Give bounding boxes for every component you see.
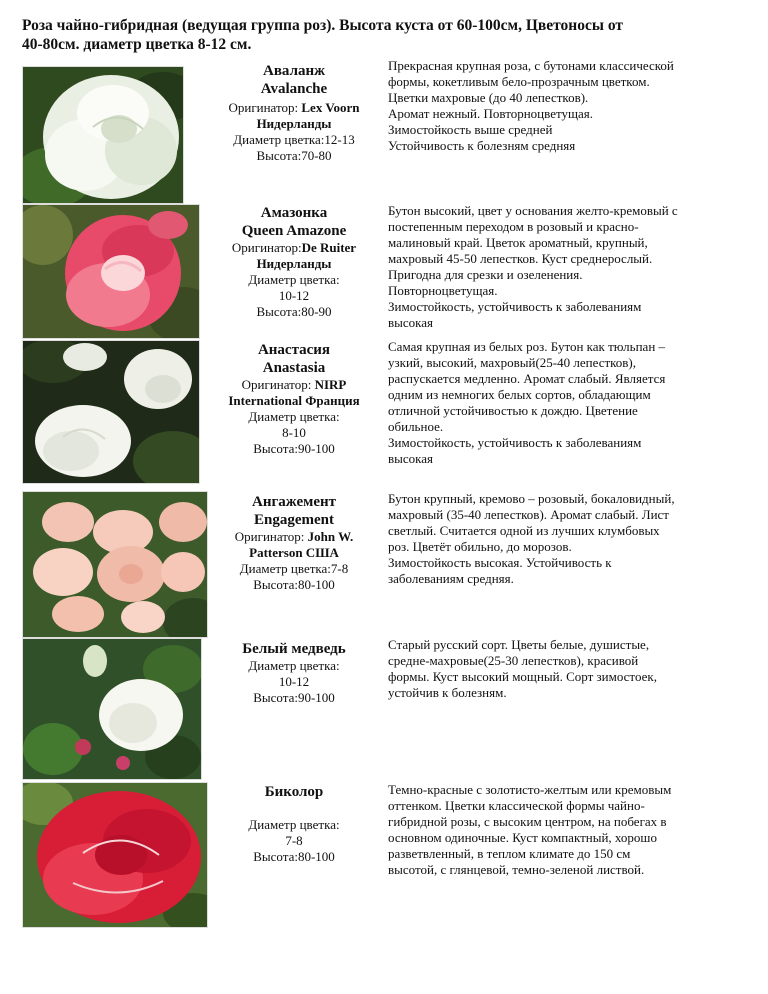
rose-originator: Оригинатор: Lex Voorn xyxy=(228,100,360,115)
rose-name-ru: Ангажемент xyxy=(251,494,336,510)
rose-name-ru: Анастасия xyxy=(257,342,331,358)
rose-photo-bicolor xyxy=(22,782,208,928)
rose-height: Высота:90-100 xyxy=(253,690,335,705)
rose-originator: Оригинатор:De Ruiter xyxy=(231,240,357,255)
rose-originator: Оригинатор: NIRP xyxy=(241,377,347,392)
rose-height: Высота:80-90 xyxy=(256,304,332,319)
rose-diameter: Диаметр цветка:7-8 xyxy=(239,561,349,576)
page-title xyxy=(22,16,752,54)
rose-name-ru: Аваланж xyxy=(263,63,325,79)
rose-photo-avalanche xyxy=(22,66,184,204)
rose-diameter-value: 8-10 xyxy=(282,425,306,440)
rose-country: International Франция xyxy=(228,393,360,408)
rose-country: Нидерланды xyxy=(256,116,332,131)
rose-diameter-label: Диаметр цветка: xyxy=(248,817,340,832)
rose-diameter-label: Диаметр цветка: xyxy=(248,409,340,424)
rose-diameter-label: Диаметр цветка: xyxy=(248,658,340,673)
rose-height: Высота:80-100 xyxy=(253,849,335,864)
rose-name-en: Avalanche xyxy=(260,81,328,97)
rose-meta-bicolor xyxy=(210,783,378,865)
rose-diameter-label: Диаметр цветка: xyxy=(248,272,340,287)
rose-description-bicolor: Темно-красные с золотисто-желтым или кремовым оттенком. Цветки классической формы чайно- гибридной розы, с высоким центром, на побегах в основном одиночные. Куст компактный, хорошо разветвленный, в теплом климате до 150 см высотой, с глянцевой, темно-зеленой листвой. xyxy=(388,782,672,877)
rose-name-en: Engagement xyxy=(254,512,334,528)
rose-height: Высота:80-100 xyxy=(253,577,335,592)
rose-country: Patterson США xyxy=(249,545,339,560)
rose-description-engagement: Бутон крупный, кремово – розовый, бокаловидный, махровый (35-40 лепестков). Аромат слабый. Лист светлый. Считается одной из лучших клумбовых роз. Цветёт обильно, до морозов. Зимостойкость высокая. Устойчивость к заболеваниям средняя. xyxy=(388,491,675,586)
rose-meta-avalanche xyxy=(210,62,378,164)
rose-description-avalanche: Прекрасная крупная роза, с бутонами классической формы, кокетливым бело-прозрачным цветком. Цветки махровые (до 40 лепестков). Аромат нежный. Повторноцветущая. Зимостойкость выше средней Устойчивость к болезням средняя xyxy=(388,58,674,153)
rose-diameter-value: 10-12 xyxy=(278,288,310,303)
rose-description-belyi-medved: Старый русский сорт. Цветы белые, душистые, средне-махровые(25-30 лепестков), красивой формы. Куст высокий мощный. Сорт зимостоек, устойчив к болезням. xyxy=(388,637,657,700)
rose-diameter-value: 10-12 xyxy=(278,674,310,689)
rose-meta-engagement xyxy=(210,493,378,593)
rose-name-en: Anastasia xyxy=(262,360,326,376)
rose-description-anastasia: Самая крупная из белых роз. Бутон как тюльпан – узкий, высокий, махровый(25-40 лепестков), распускается медленно. Аромат слабый. Является одним из немногих белых сортов, обладающим отличной устойчивостью к дождю. Цветение обильное. Зимостойкость, устойчивость к заболеваниям высокая xyxy=(388,339,666,466)
rose-photo-belyi-medved xyxy=(22,638,202,780)
rose-height: Высота:70-80 xyxy=(256,148,332,163)
rose-description-queen-amazone: Бутон высокий, цвет у основания желто-кремовый с постепенным переходом в розовый и красно- малиновый край. Цветок ароматный, крупный, махровый 45-50 лепестков. Куст среднерослый. Пригодна для срезки и озеленения. Повторноцветущая. Зимостойкость, устойчивость к заболеваниям высокая xyxy=(388,203,678,330)
rose-diameter: Диаметр цветка:12-13 xyxy=(233,132,355,147)
rose-name-ru: Амазонка xyxy=(260,205,328,221)
rose-diameter-value: 7-8 xyxy=(285,833,303,848)
rose-originator: Оригинатор: John W. xyxy=(234,529,354,544)
rose-meta-anastasia xyxy=(210,341,378,457)
title-line-1: Роза чайно-гибридная (ведущая группа роз). Высота куста от 60-100см, Цветоносы от xyxy=(22,17,623,34)
rose-photo-anastasia xyxy=(22,340,200,484)
rose-name-ru: Белый медведь xyxy=(242,641,346,657)
rose-name-ru: Биколор xyxy=(264,784,324,800)
rose-photo-engagement xyxy=(22,491,208,638)
rose-photo-queen-amazone xyxy=(22,204,200,339)
rose-country: Нидерланды xyxy=(256,256,332,271)
rose-meta-belyi-medved xyxy=(210,640,378,706)
title-line-2: 40-80см. диаметр цветка 8-12 см. xyxy=(22,36,252,53)
rose-name-en: Queen Amazone xyxy=(241,223,347,239)
rose-height: Высота:90-100 xyxy=(253,441,335,456)
rose-meta-queen-amazone xyxy=(210,204,378,320)
